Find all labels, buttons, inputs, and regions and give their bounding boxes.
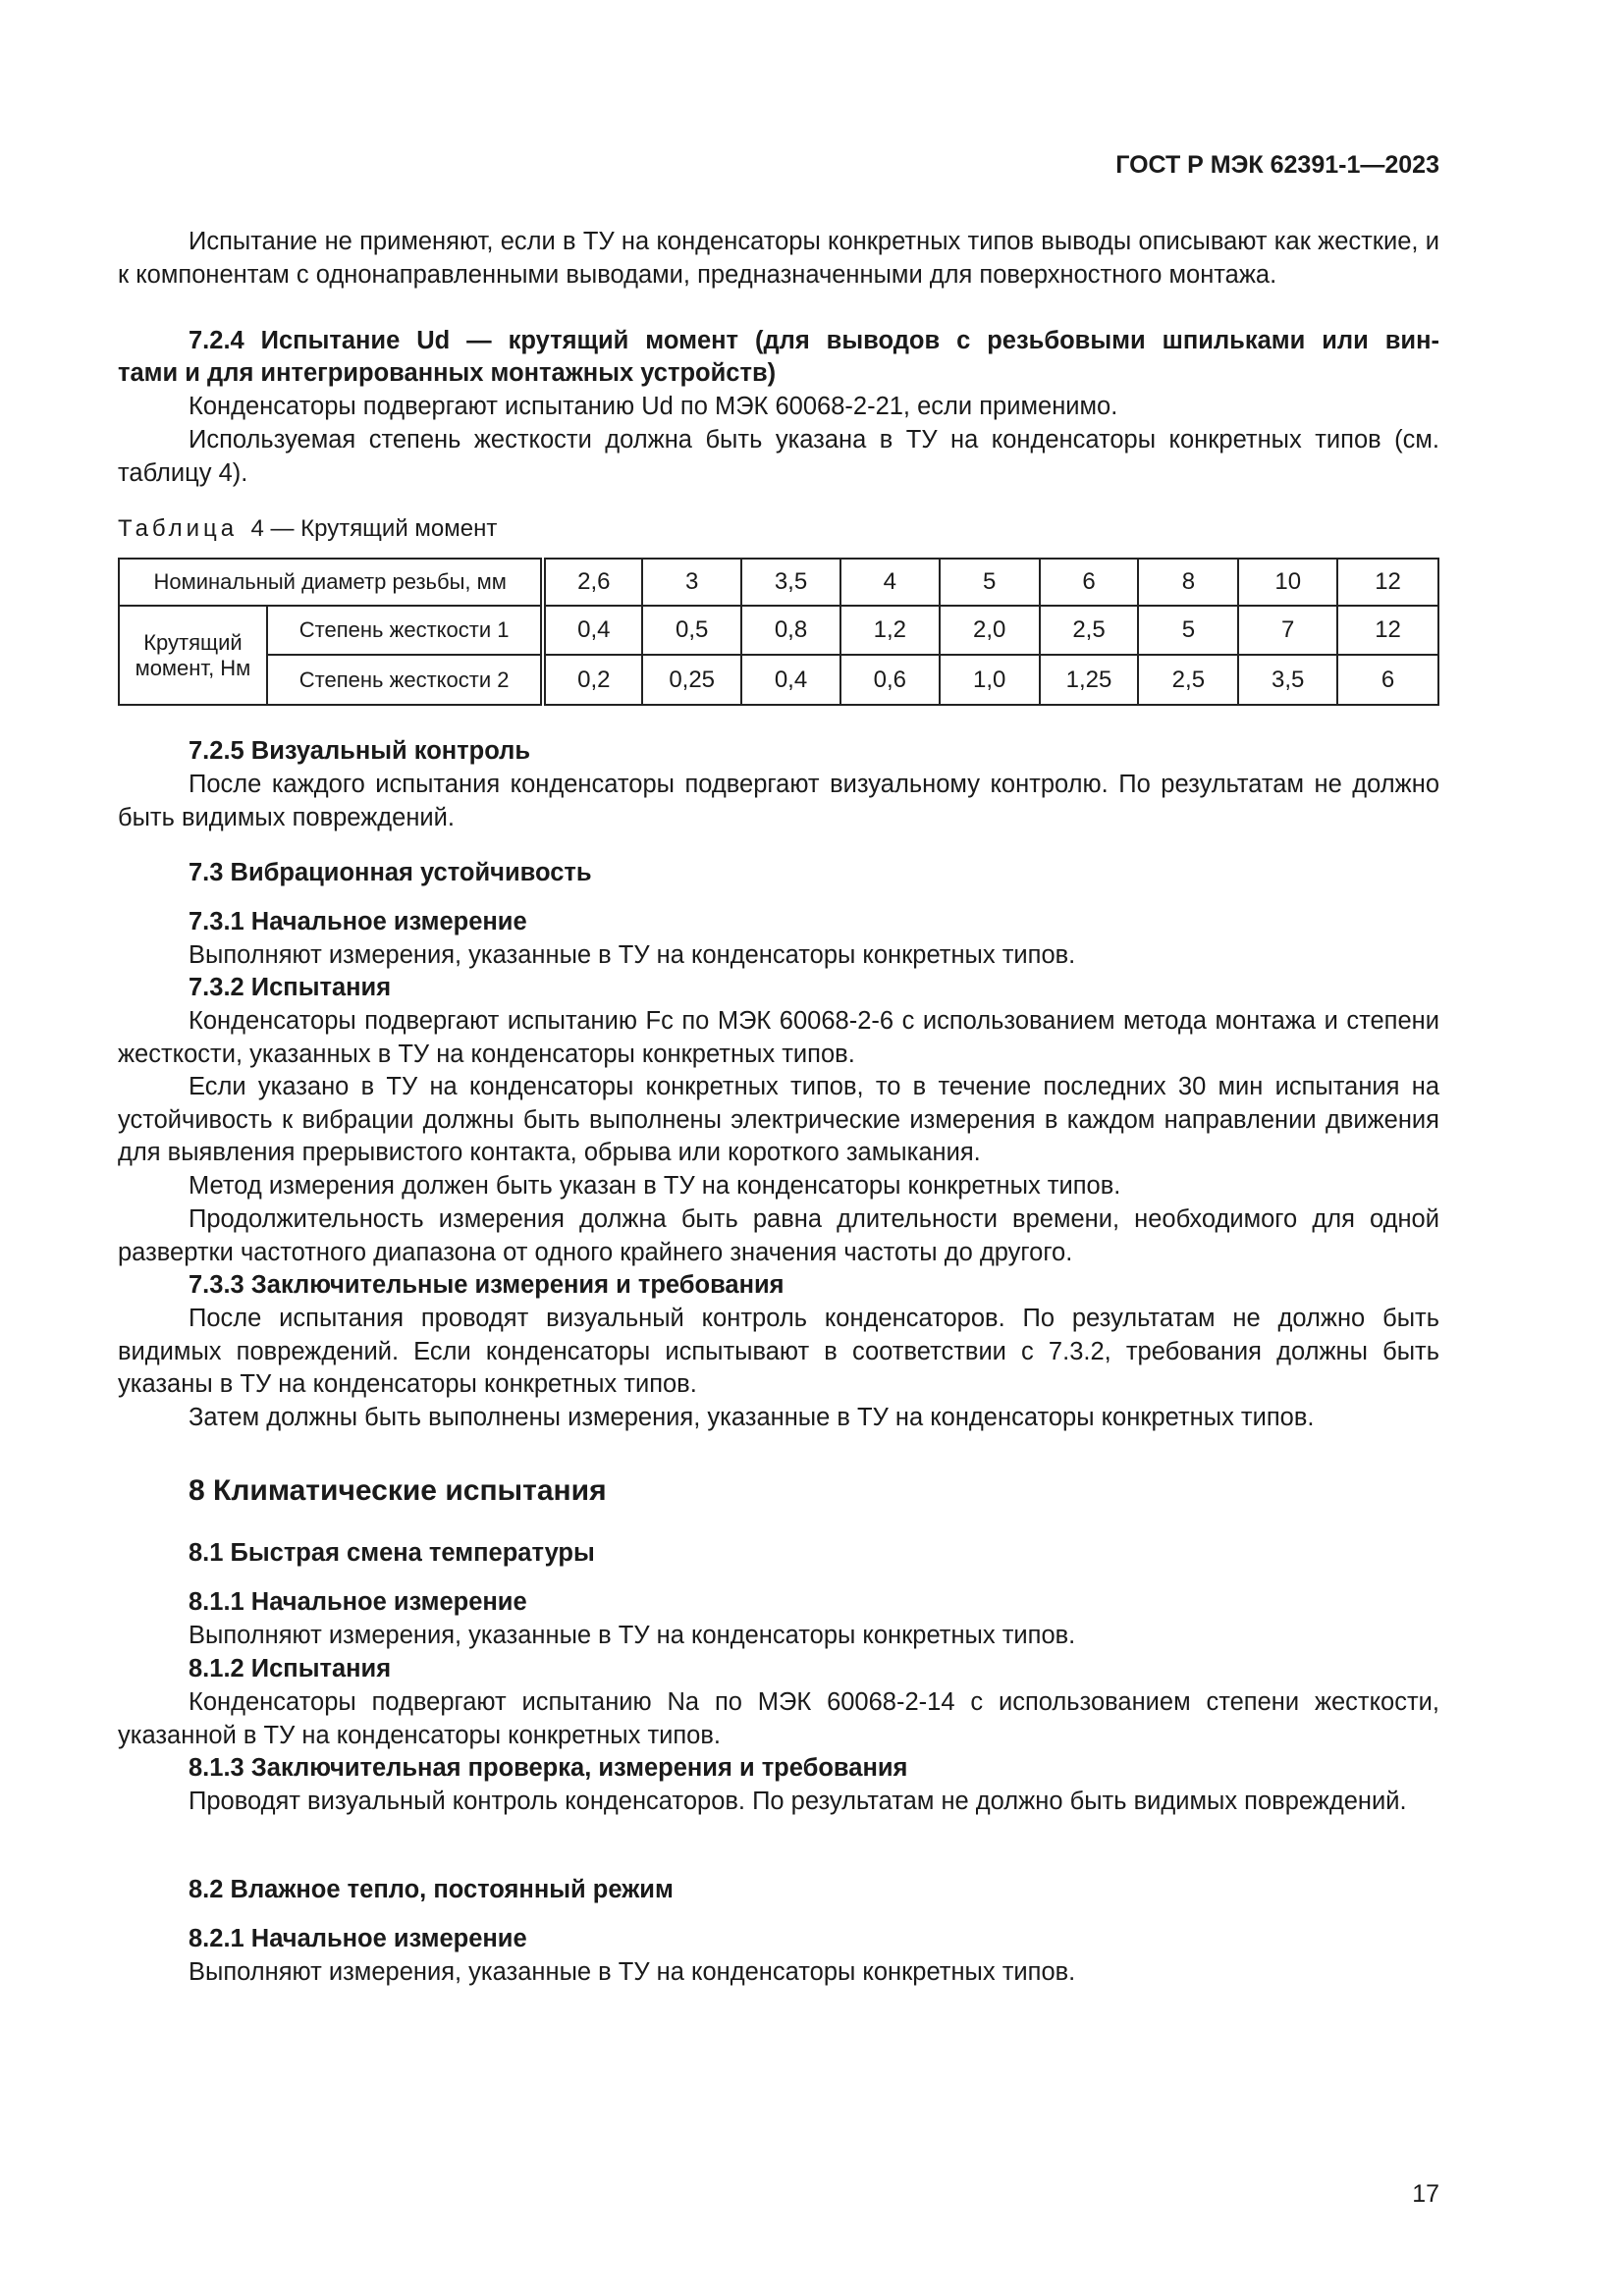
table-row [119,655,1438,705]
table-cell: 0,25 [642,655,741,705]
table-cell: 1,0 [940,655,1040,705]
table-cell: 5 [940,559,1040,606]
table-cell: 7 [1238,606,1337,655]
paragraph: Метод измерения должен быть указан в ТУ на конденсаторы конкретных типов. [189,1172,1121,1200]
table-cell: 0,4 [543,606,642,655]
table-header-row [119,559,1438,606]
table-row [119,606,1438,655]
table-cell: 1,25 [1040,655,1139,705]
table-cell: 12 [1337,559,1438,606]
paragraph: После испытания проводят визуальный контроль конденсаторов. По результатам не должно быть видимых повреждений. Если конденсаторы испытывают в соответствии с 7.3.2, требования должны быть указаны в ТУ на конденсаторы конкретных типов. [118,1305,1439,1398]
table-cell: 0,4 [741,655,840,705]
table-cell: 0,2 [543,655,642,705]
table-caption-prefix: Таблица [118,515,239,542]
section-heading-8-1: 8.1 Быстрая смена температуры [189,1539,595,1567]
severity-label: Степень жесткости 1 [267,606,544,655]
section-heading-8-1-1: 8.1.1 Начальное измерение [189,1588,527,1616]
table-cell: 2,6 [543,559,642,606]
section-heading-8-1-2: 8.1.2 Испытания [189,1655,392,1682]
paragraph: После каждого испытания конденсаторы подвергают визуальному контролю. По результатам не должно быть видимых повреждений. [118,771,1439,831]
table-cell: 5 [1138,606,1238,655]
table-cell: 3,5 [741,559,840,606]
table-caption [118,512,497,546]
table-cell: 2,0 [940,606,1040,655]
table-cell: 0,6 [840,655,940,705]
section-heading-8-2-1: 8.2.1 Начальное измерение [189,1925,527,1952]
table-cell: 2,5 [1138,655,1238,705]
table-cell: 12 [1337,606,1438,655]
paragraph: Выполняют измерения, указанные в ТУ на конденсаторы конкретных типов. [189,1958,1076,1986]
paragraph: Конденсаторы подвергают испытанию Ud по МЭК 60068-2-21, если применимо. [189,393,1118,420]
paragraph: Испытание не применяют, если в ТУ на конденсаторы конкретных типов выводы описывают как жесткие, и к компонентам с однонаправленными выводами, предназначенными для поверхностного монтажа. [118,228,1439,289]
section-heading-7-2-4: 7.2.4 Испытание Ud — крутящий момент (для выводов с резьбовыми шпильками или вин- [189,327,1439,354]
page-number: 17 [1412,2180,1439,2208]
table-cell: 3 [642,559,741,606]
paragraph: Продолжительность измерения должна быть равна длительности времени, необходимого для одной развертки частотного диапазона от одного крайнего значения частоты до другого. [118,1205,1439,1266]
table-cell: 1,2 [840,606,940,655]
section-heading-7-2-4-cont: тами и для интегрированных монтажных устройств) [118,359,777,387]
document-id: ГОСТ Р МЭК 62391-1—2023 [1115,151,1439,179]
section-heading-7-3-1: 7.3.1 Начальное измерение [189,908,527,935]
thread-diameter-label: Номинальный диаметр резьбы, мм [119,559,543,606]
section-heading-8-1-3: 8.1.3 Заключительная проверка, измерения и требования [189,1754,908,1782]
paragraph: Затем должны быть выполнены измерения, указанные в ТУ на конденсаторы конкретных типов. [189,1404,1315,1431]
table-cell: 0,8 [741,606,840,655]
section-heading-7-3-2: 7.3.2 Испытания [189,974,392,1001]
table-cell: 4 [840,559,940,606]
table-cell: 0,5 [642,606,741,655]
paragraph: Проводят визуальный контроль конденсаторов. По результатам не должно быть видимых повреждений. [189,1788,1407,1815]
chapter-heading-8: 8 Климатические испытания [189,1474,607,1507]
paragraph: Конденсаторы подвергают испытанию Fc по МЭК 60068-2-6 с использованием метода монтажа и степени жесткости, указанных в ТУ на конденсаторы конкретных типов. [118,1007,1439,1068]
table-caption-title: 4 — Крутящий момент [250,515,498,542]
section-heading-8-2: 8.2 Влажное тепло, постоянный режим [189,1876,674,1903]
section-heading-7-3: 7.3 Вибрационная устойчивость [189,859,592,886]
section-heading-7-3-3: 7.3.3 Заключительные измерения и требования [189,1271,785,1299]
paragraph: Используемая степень жесткости должна быть указана в ТУ на конденсаторы конкретных типов (см. таблицу 4). [118,426,1439,487]
paragraph: Если указано в ТУ на конденсаторы конкретных типов, то в течение последних 30 мин испытания на устойчивость к вибрации должны быть выполнены электрические измерения в каждом направлении движения для выявления прерывистого контакта, обрыва или короткого замыкания. [118,1073,1439,1166]
table-cell: 8 [1138,559,1238,606]
paragraph: Выполняют измерения, указанные в ТУ на конденсаторы конкретных типов. [189,941,1076,969]
torque-table [118,558,1439,706]
table-cell: 10 [1238,559,1337,606]
table-cell: 6 [1040,559,1139,606]
paragraph: Выполняют измерения, указанные в ТУ на конденсаторы конкретных типов. [189,1622,1076,1649]
table-cell: 6 [1337,655,1438,705]
table-cell: 3,5 [1238,655,1337,705]
paragraph: Конденсаторы подвергают испытанию Na по МЭК 60068-2-14 с использованием степени жесткости, указанной в ТУ на конденсаторы конкретных типов. [118,1688,1439,1749]
severity-label: Степень жесткости 2 [267,655,544,705]
torque-group-label: Крутящий момент, Нм [119,606,267,705]
table-cell: 2,5 [1040,606,1139,655]
section-heading-7-2-5: 7.2.5 Визуальный контроль [189,737,531,765]
